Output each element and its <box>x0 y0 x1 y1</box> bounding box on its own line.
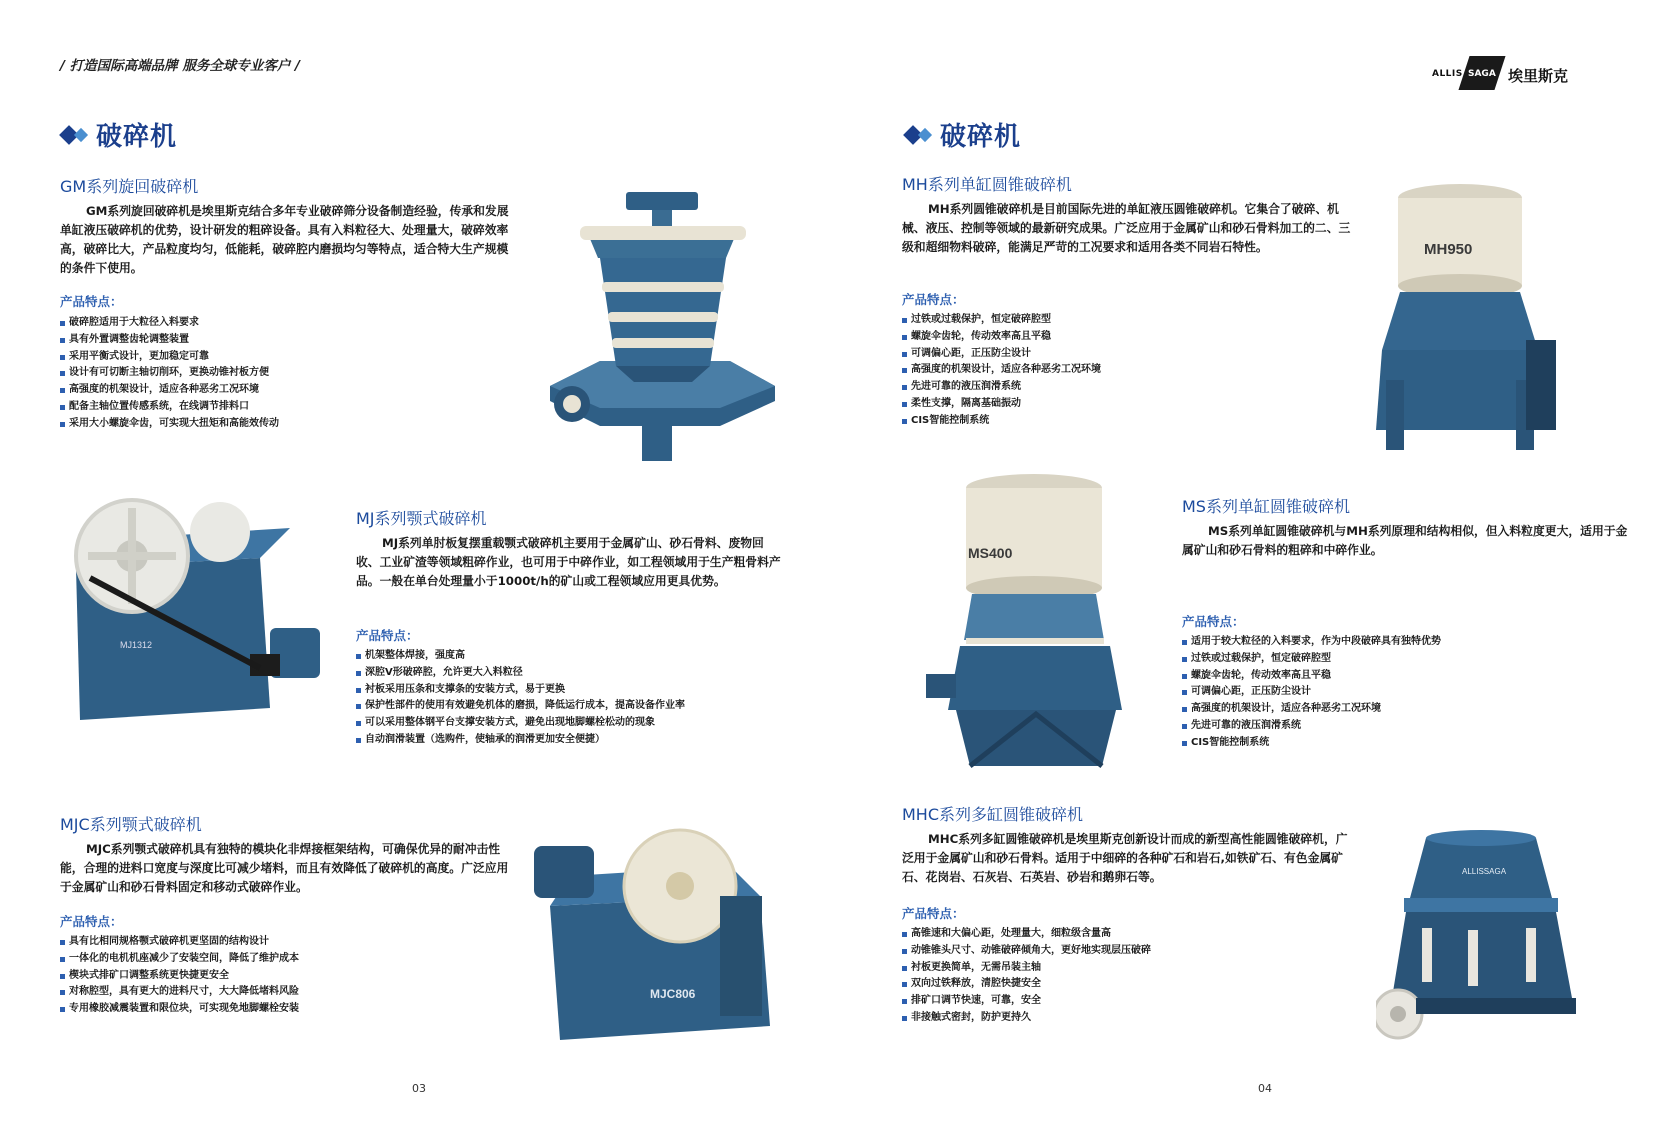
ms-description: MS系列单缸圆锥破碎机与MH系列原理和结构相似，但入料粒度更大，适用于金属矿山和砂石骨料的粗碎和中碎作业。 <box>1182 524 1628 557</box>
feature-item: 衬板更换简单，无需吊装主轴 <box>902 960 1151 977</box>
mjc-features <box>60 934 299 1018</box>
feature-item: 具有外置调整齿轮调整装置 <box>60 332 279 349</box>
gm-title: GM系列旋回破碎机 <box>60 177 199 196</box>
mh-plate-label: MH950 <box>1424 241 1473 258</box>
brand-logo-text-left: ALLIS <box>1431 69 1463 79</box>
feature-item: 非接触式密封，防护更持久 <box>902 1010 1151 1027</box>
feature-item: 采用大小螺旋伞齿，可实现大扭矩和高能效传动 <box>60 416 279 433</box>
ms-plate-label: MS400 <box>968 545 1013 561</box>
mh-title: MH系列单缸圆锥破碎机 <box>902 175 1072 194</box>
ms-crusher-image <box>926 470 1136 770</box>
feature-item: 破碎腔适用于大粒径入料要求 <box>60 315 279 332</box>
left-page-number: 03 <box>412 1082 426 1095</box>
mhc-badge-label: ALLISSAGA <box>1462 867 1507 876</box>
mjc-plate-label: MJC806 <box>650 987 696 1001</box>
brand-logo-text-right: SAGA <box>1467 69 1496 79</box>
mhc-title: MHC系列多缸圆锥破碎机 <box>902 805 1084 824</box>
mj-features <box>356 648 685 749</box>
feature-item: 对称腔型，具有更大的进料尺寸，大大降低堵料风险 <box>60 984 299 1001</box>
feature-item: CIS智能控制系统 <box>1182 735 1441 752</box>
feature-item: 可调偏心距，正压防尘设计 <box>1182 684 1441 701</box>
feature-item: 柔性支撑，隔离基础振动 <box>902 396 1101 413</box>
gm-features <box>60 315 279 433</box>
feature-item: 排矿口调节快速，可靠，安全 <box>902 993 1151 1010</box>
right-page-number: 04 <box>1258 1082 1272 1095</box>
diamond-icon <box>918 127 932 141</box>
feature-item: 配备主轴位置传感系统，在线调节排料口 <box>60 399 279 416</box>
feature-item: 设计有可切断主轴切削环，更换动锥衬板方便 <box>60 365 279 382</box>
mhc-crusher-image <box>1376 818 1596 1046</box>
mh-description: MH系列圆锥破碎机是目前国际先进的单缸液压圆锥破碎机。它集合了破碎、机械、液压、控制等领域的最新研究成果。广泛应用于金属矿山和砂石骨料加工的二、三级和超细物料破碎，能满足严苛的工况要求和适用各类不同岩石特性。 <box>902 202 1351 254</box>
mj-crusher-image <box>70 498 332 726</box>
brand-name: 埃里斯克 <box>1507 66 1568 85</box>
brand-logo <box>1431 64 1498 86</box>
feature-item: 专用橡胶减震装置和限位块，可实现免地脚螺栓安装 <box>60 1001 299 1018</box>
feature-item: 深腔V形破碎腔，允许更大入料粒径 <box>356 665 685 682</box>
feature-item: 保护性部件的使用有效避免机体的磨损，降低运行成本，提高设备作业率 <box>356 698 685 715</box>
feature-item: 衬板采用压条和支撑条的安装方式，易于更换 <box>356 682 685 699</box>
feature-item: 高强度的机架设计，适应各种恶劣工况环境 <box>60 382 279 399</box>
right-heading-text: 破碎机 <box>940 122 1022 152</box>
left-page-heading <box>62 116 177 153</box>
feature-item: 高锥速和大偏心距，处理量大，细粒级含量高 <box>902 926 1151 943</box>
right-page-heading <box>906 116 1021 153</box>
gm-features-heading: 产品特点： <box>60 294 123 309</box>
mhc-features-heading: 产品特点： <box>902 906 965 921</box>
feature-item: 螺旋伞齿轮，传动效率高且平稳 <box>1182 668 1441 685</box>
tagline: / 打造国际高端品牌 服务全球专业客户 / <box>60 58 300 74</box>
mh-features <box>902 312 1101 430</box>
gm-description: GM系列旋回破碎机是埃里斯克结合多年专业破碎筛分设备制造经验，传承和发展单缸液压破碎机的优势，设计研发的粗碎设备。具有入料粒径大、处理量大，破碎效率高，破碎比大，产品粒度均匀，低能耗，破碎腔内磨损均匀等特点，适合特大生产规模的条件下使用。 <box>60 204 509 275</box>
ms-features <box>1182 634 1441 752</box>
feature-item: 一体化的电机机座减少了安装空间，降低了维护成本 <box>60 951 299 968</box>
mh-crusher-image <box>1376 180 1556 450</box>
feature-item: 适用于较大粒径的入料要求，作为中段破碎具有独特优势 <box>1182 634 1441 651</box>
ms-features-heading: 产品特点： <box>1182 614 1245 629</box>
mjc-description: MJC系列颚式破碎机具有独特的模块化非焊接框架结构，可确保优异的耐冲击性能，合理的进料口宽度与深度比可减少堵料，而且有效降低了破碎机的高度。广泛应用于金属矿山和砂石骨料固定和移动式破碎作业。 <box>60 842 509 894</box>
feature-item: 可以采用整体钢平台支撑安装方式，避免出现地脚螺栓松动的现象 <box>356 715 685 732</box>
feature-item: 采用平衡式设计，更加稳定可靠 <box>60 349 279 366</box>
mj-plate-label: MJ1312 <box>120 640 153 650</box>
gm-crusher-image <box>540 186 780 466</box>
feature-item: 高强度的机架设计，适应各种恶劣工况环境 <box>1182 701 1441 718</box>
feature-item: 机架整体焊接，强度高 <box>356 648 685 665</box>
feature-item: 自动润滑装置（选购件，使轴承的润滑更加安全便捷） <box>356 732 685 749</box>
mjc-title: MJC系列颚式破碎机 <box>60 815 202 834</box>
feature-item: 双向过铁释放，清腔快捷安全 <box>902 976 1151 993</box>
mj-features-heading: 产品特点： <box>356 628 419 643</box>
left-heading-text: 破碎机 <box>96 122 178 152</box>
feature-item: CIS智能控制系统 <box>902 413 1101 430</box>
ms-title: MS系列单缸圆锥破碎机 <box>1182 497 1350 516</box>
feature-item: 楔块式排矿口调整系统更快捷更安全 <box>60 968 299 985</box>
feature-item: 动锥锥头尺寸、动锥破碎倾角大，更好地实现层压破碎 <box>902 943 1151 960</box>
feature-item: 先进可靠的液压润滑系统 <box>1182 718 1441 735</box>
mh-features-heading: 产品特点： <box>902 292 965 307</box>
feature-item: 过铁或过载保护，恒定破碎腔型 <box>1182 651 1441 668</box>
mhc-features <box>902 926 1151 1027</box>
feature-item: 具有比相同规格颚式破碎机更坚固的结构设计 <box>60 934 299 951</box>
mj-title: MJ系列颚式破碎机 <box>356 509 487 528</box>
brand <box>1431 64 1568 86</box>
feature-item: 先进可靠的液压润滑系统 <box>902 379 1101 396</box>
mjc-crusher-image <box>530 826 786 1044</box>
feature-item: 可调偏心距，正压防尘设计 <box>902 346 1101 363</box>
mj-description: MJ系列单肘板复摆重载颚式破碎机主要用于金属矿山、砂石骨料、废物回收、工业矿渣等领域粗碎作业，也可用于中碎作业，如工程领域用于生产粗骨料产品。一般在单台处理量小于1000t/h的矿山或工程领域应用更具优势。 <box>356 536 781 588</box>
mjc-features-heading: 产品特点： <box>60 914 123 929</box>
mhc-description: MHC系列多缸圆锥破碎机是埃里斯克创新设计而成的新型高性能圆锥破碎机，广泛用于金属矿山和砂石骨料。适用于中细碎的各种矿石和岩石,如铁矿石、有色金属矿石、花岗岩、石灰岩、石英岩、砂岩和鹅卵石等。 <box>902 832 1348 884</box>
feature-item: 螺旋伞齿轮，传动效率高且平稳 <box>902 329 1101 346</box>
feature-item: 过铁或过载保护，恒定破碎腔型 <box>902 312 1101 329</box>
diamond-icon <box>74 127 88 141</box>
feature-item: 高强度的机架设计，适应各种恶劣工况环境 <box>902 362 1101 379</box>
